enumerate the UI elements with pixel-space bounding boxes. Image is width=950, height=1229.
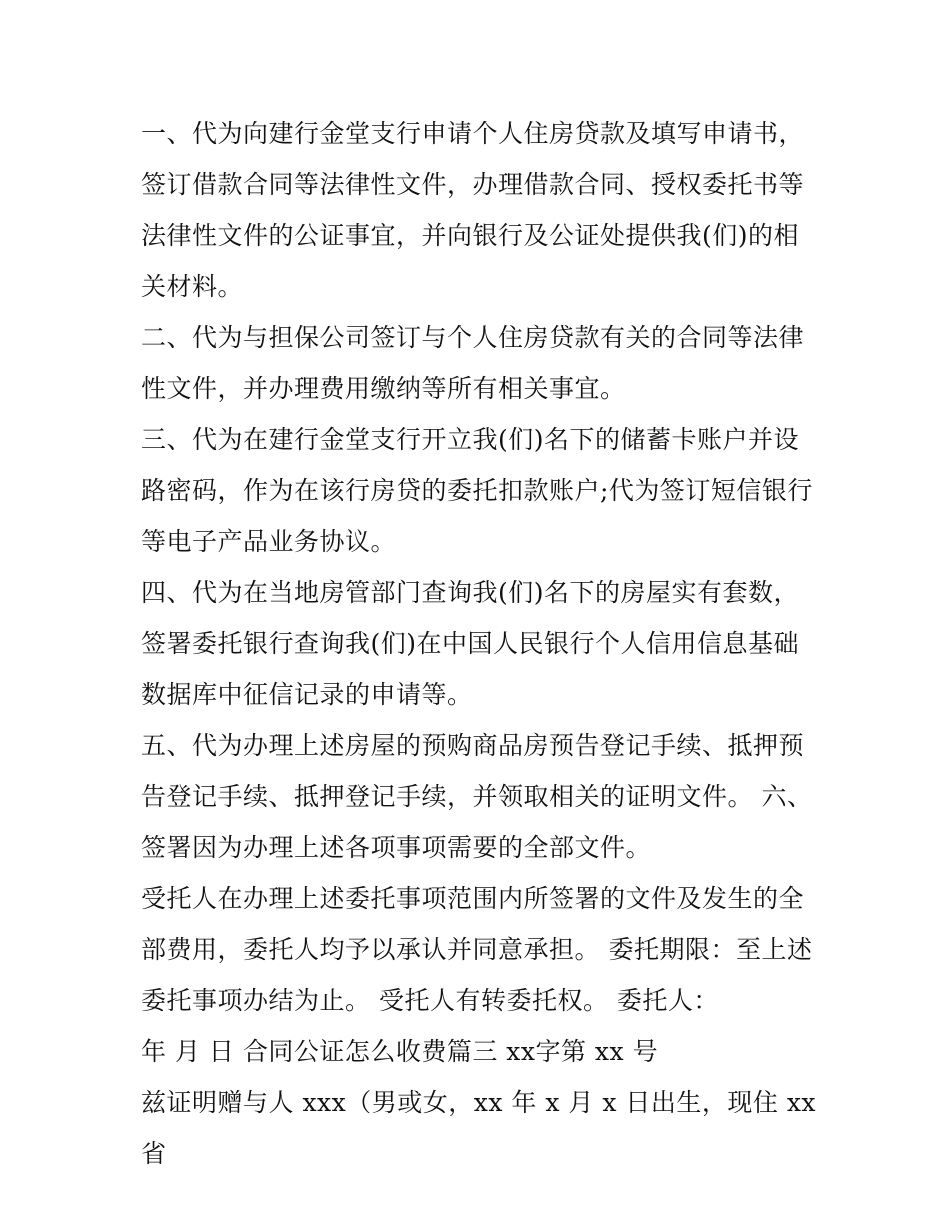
paragraph-item-5: 五、代为办理上述房屋的预购商品房预告登记手续、抵押预告登记手续、抵押登记手续，并领取相关的证明文件。 六、签署因为办理上述各项事项需要的全部文件。 [141, 731, 813, 862]
paragraph-item-4: 四、代为在当地房管部门查询我(们)名下的房屋实有套数，签署委托银行查询我(们)在中国人民银行个人信用信息基础数据库中征信记录的申请等。 [141, 578, 800, 709]
paragraph-item-3: 三、代为在建行金堂支行开立我(们)名下的储蓄卡账户并设路密码，作为在该行房贷的委托扣款账户;代为签订短信银行等电子产品业务协议。 [141, 425, 813, 556]
paragraph-item-2: 二、代为与担保公司签订与个人住房贷款有关的合同等法律性文件，并办理费用缴纳等所有相关事宜。 [141, 323, 805, 403]
paragraph-certification: 兹证明赠与人 xxx（男或女，xx 年 x 月 x 日出生，现住 xx 省 [141, 1088, 817, 1168]
paragraph-date-heading: 年 月 日 合同公证怎么收费篇三 xx字第 xx 号 [141, 1037, 659, 1066]
paragraph-delegation-terms: 受托人在办理上述委托事项范围内所签署的文件及发生的全部费用，委托人均予以承认并同意承担。 委托期限：至上述委托事项办结为止。 受托人有转委托权。 委托人： [141, 884, 813, 1015]
paragraph-item-1: 一、代为向建行金堂支行申请个人住房贷款及填写申请书，签订借款合同等法律性文件，办理借款合同、授权委托书等法律性文件的公证事宜，并向银行及公证处提供我(们)的相关材料。 [141, 119, 805, 301]
document-body [141, 108, 821, 1179]
